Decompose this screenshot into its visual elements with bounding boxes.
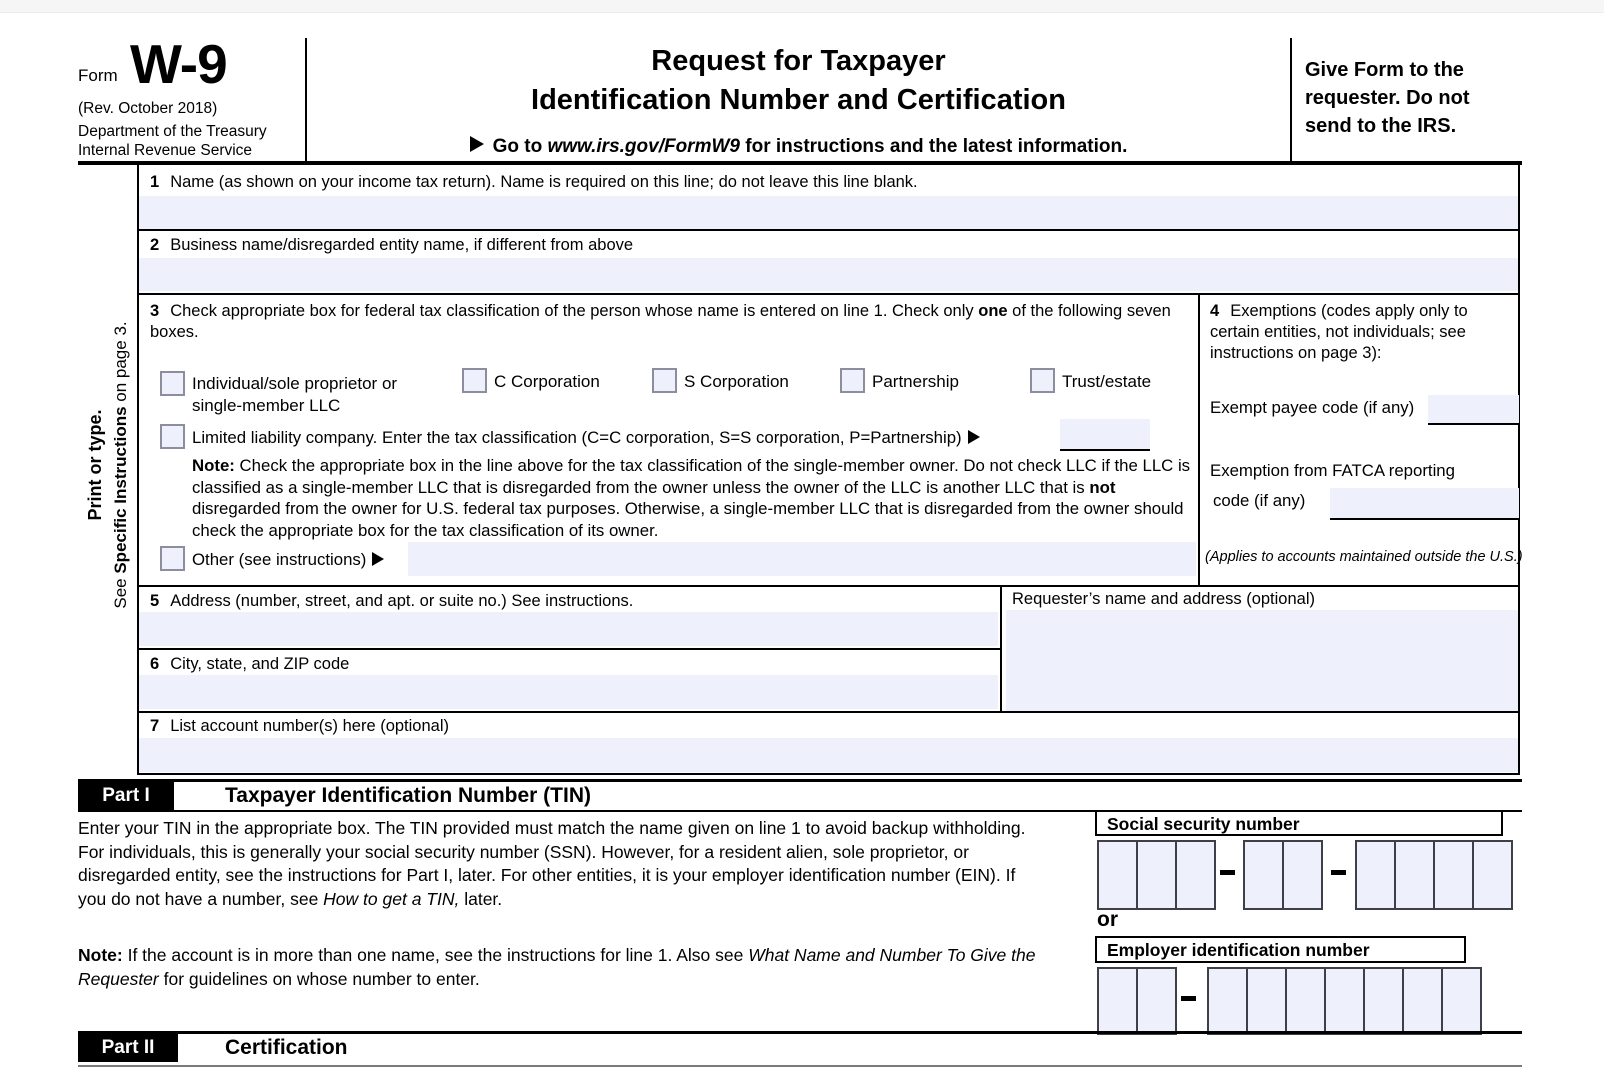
ein-digit-cell[interactable] — [1246, 967, 1287, 1035]
line7-label: 7 List account number(s) here (optional) — [150, 717, 449, 735]
fields-box-bottom-border — [137, 773, 1520, 775]
form-number: W-9 — [130, 33, 227, 95]
or-label: or — [1097, 908, 1118, 931]
ssn-digit-cell[interactable] — [1136, 840, 1177, 910]
goto-url: www.irs.gov/FormW9 — [547, 136, 740, 157]
ssn-label-box: Social security number — [1095, 810, 1503, 836]
checkbox-partnership[interactable] — [840, 368, 865, 393]
ssn-group3 — [1355, 840, 1513, 910]
ssn-digit-cell[interactable] — [1394, 840, 1435, 910]
part2-badge: Part II — [78, 1034, 178, 1062]
ein-digit-cell[interactable] — [1402, 967, 1443, 1035]
ssn-digit-cell[interactable] — [1355, 840, 1396, 910]
ssn-digit-cell[interactable] — [1282, 840, 1323, 910]
checkbox-trust-estate[interactable] — [1030, 368, 1055, 393]
city-state-zip-input[interactable] — [139, 675, 998, 709]
ein-digit-cell[interactable] — [1324, 967, 1365, 1035]
arrow-right-icon — [372, 552, 384, 566]
line3-line4-divider — [1198, 295, 1200, 585]
line3-label: 3 Check appropriate box for federal tax classification of the person whose name is entered on line 1. Check only one of the following seven boxes. — [150, 302, 1171, 341]
goto-suffix: for instructions and the latest information. — [739, 136, 1128, 157]
arrow-right-icon — [968, 430, 980, 444]
ssn-dash — [1331, 870, 1346, 875]
ssn-group2 — [1243, 840, 1323, 910]
ssn-digit-cell[interactable] — [1472, 840, 1513, 910]
ein-digit-cell[interactable] — [1136, 967, 1177, 1035]
arrow-right-icon — [470, 136, 484, 152]
checkbox-s-corporation-label: S Corporation — [684, 372, 789, 391]
checkbox-s-corporation[interactable] — [652, 368, 677, 393]
sidebar-print-or-type — [82, 287, 136, 643]
row-divider — [137, 648, 1000, 650]
ein-digit-cell[interactable] — [1363, 967, 1404, 1035]
row-divider — [137, 293, 1520, 295]
checkbox-individual-label: Individual/sole proprietor or single-member LLC — [192, 374, 398, 415]
fields-box-right-border — [1518, 165, 1520, 775]
part2-bottom-rule — [78, 1065, 1522, 1067]
part2-top-rule — [78, 1031, 1522, 1034]
ein-digit-cell[interactable] — [1207, 967, 1248, 1035]
line5-label: 5 Address (number, street, and apt. or suite no.) See instructions. — [150, 592, 634, 610]
applies-note: (Applies to accounts maintained outside the U.S.) — [1205, 549, 1523, 565]
ssn-digit-cell[interactable] — [1243, 840, 1284, 910]
fatca-code-input[interactable] — [1330, 488, 1519, 520]
give-form-note: Give Form to the requester. Do not send to the IRS. — [1305, 59, 1470, 137]
ssn-digit-cell[interactable] — [1175, 840, 1216, 910]
sidebar-line2: See Specific Instructions on page 3. — [111, 321, 130, 609]
ein-digit-cell[interactable] — [1285, 967, 1326, 1035]
header-bottom-rule — [78, 161, 1522, 165]
requester-divider — [1000, 585, 1002, 711]
checkbox-trust-estate-label: Trust/estate — [1062, 372, 1152, 391]
form-word: Form — [78, 66, 118, 85]
form-revision: (Rev. October 2018) — [78, 100, 218, 117]
dept-line1: Department of the Treasury — [78, 123, 267, 140]
ssn-group1 — [1097, 840, 1216, 910]
ein-dash — [1181, 996, 1196, 1001]
requester-label: Requester’s name and address (optional) — [1012, 590, 1315, 608]
line3-note: Note: Check the appropriate box in the line above for the tax classification of the single-member owner. Do not check LLC if the LLC is classified as a single-member LLC that is disregarded from the owner unless the owner of the LLC is another LLC that is not disregarded from the owner for U.S. federal tax purposes. Otherwise, a single-member LLC that is disregarded from the owner should check the appropriate box for the tax classification of its owner. — [192, 456, 1191, 540]
checkbox-c-corporation-label: C Corporation — [494, 372, 600, 391]
title-line1: Request for Taxpayer — [651, 45, 946, 77]
checkbox-other-label: Other (see instructions) — [192, 549, 384, 571]
part1-note: Note: If the account is in more than one name, see the instructions for line 1. Also see What Name and Number To Give the Requester for guidelines on whose number to enter. — [78, 945, 1036, 989]
account-numbers-input[interactable] — [139, 738, 1518, 772]
ssn-digit-cell[interactable] — [1097, 840, 1138, 910]
line1-label: 1 Name (as shown on your income tax return). Name is required on this line; do not leave this line blank. — [150, 173, 918, 191]
other-input[interactable] — [408, 542, 1196, 576]
name-input[interactable] — [139, 196, 1518, 229]
goto-line — [307, 136, 1290, 158]
checkbox-llc[interactable] — [160, 424, 185, 449]
exempt-payee-label: Exempt payee code (if any) — [1210, 398, 1415, 417]
form-title — [307, 42, 1290, 120]
ssn-dash — [1220, 870, 1235, 875]
llc-tax-classification-input[interactable] — [1060, 419, 1150, 451]
part1-title: Taxpayer Identification Number (TIN) — [225, 784, 591, 807]
checkbox-other[interactable] — [160, 546, 185, 571]
dept-line2: Internal Revenue Service — [78, 142, 253, 159]
part1-top-rule — [78, 779, 1522, 782]
checkbox-partnership-label: Partnership — [872, 372, 959, 391]
part1-badge: Part I — [78, 782, 174, 810]
checkbox-llc-label: Limited liability company. Enter the tax classification (C=C corporation, S=S corporation, P=Partnership) — [192, 427, 980, 449]
part1-paragraph: Enter your TIN in the appropriate box. The TIN provided must match the name given on line 1 to avoid backup withholding. For individuals, this is generally your social security number (SSN). However, for a resident alien, sole proprietor, or disregarded entity, see the instructions for Part I, later. For other entities, it is your employer identification number (EIN). If you do not have a number, see How to get a TIN, later. — [78, 818, 1026, 909]
ein-digit-cell[interactable] — [1441, 967, 1482, 1035]
row-divider — [137, 585, 1520, 587]
fatca-label-line2: code (if any) — [1213, 491, 1306, 510]
checkbox-c-corporation[interactable] — [462, 368, 487, 393]
ein-label-box: Employer identification number — [1095, 936, 1466, 963]
ein-group2 — [1207, 967, 1482, 1035]
address-input[interactable] — [139, 612, 998, 646]
part2-title: Certification — [225, 1036, 348, 1059]
row-divider — [137, 229, 1520, 231]
checkbox-individual[interactable] — [160, 371, 185, 396]
goto-prefix: Go to — [492, 136, 548, 157]
fatca-label-line1: Exemption from FATCA reporting — [1210, 461, 1455, 480]
exempt-payee-code-input[interactable] — [1428, 395, 1519, 425]
line2-label: 2 Business name/disregarded entity name, if different from above — [150, 236, 634, 254]
business-name-input[interactable] — [139, 258, 1518, 291]
ssn-digit-cell[interactable] — [1433, 840, 1474, 910]
page-top-edge — [0, 0, 1604, 13]
ein-digit-cell[interactable] — [1097, 967, 1138, 1035]
requester-name-address-input[interactable] — [1006, 610, 1518, 711]
header-divider-right — [1290, 38, 1292, 164]
row-divider — [137, 711, 1520, 713]
line6-label: 6 City, state, and ZIP code — [150, 655, 350, 673]
ein-group1 — [1097, 967, 1177, 1035]
sidebar-line1: Print or type. — [85, 409, 105, 521]
title-line2: Identification Number and Certification — [531, 84, 1066, 116]
line4-label: 4 Exemptions (codes apply only to certain entities, not individuals; see instructions on page 3): — [1210, 302, 1468, 362]
